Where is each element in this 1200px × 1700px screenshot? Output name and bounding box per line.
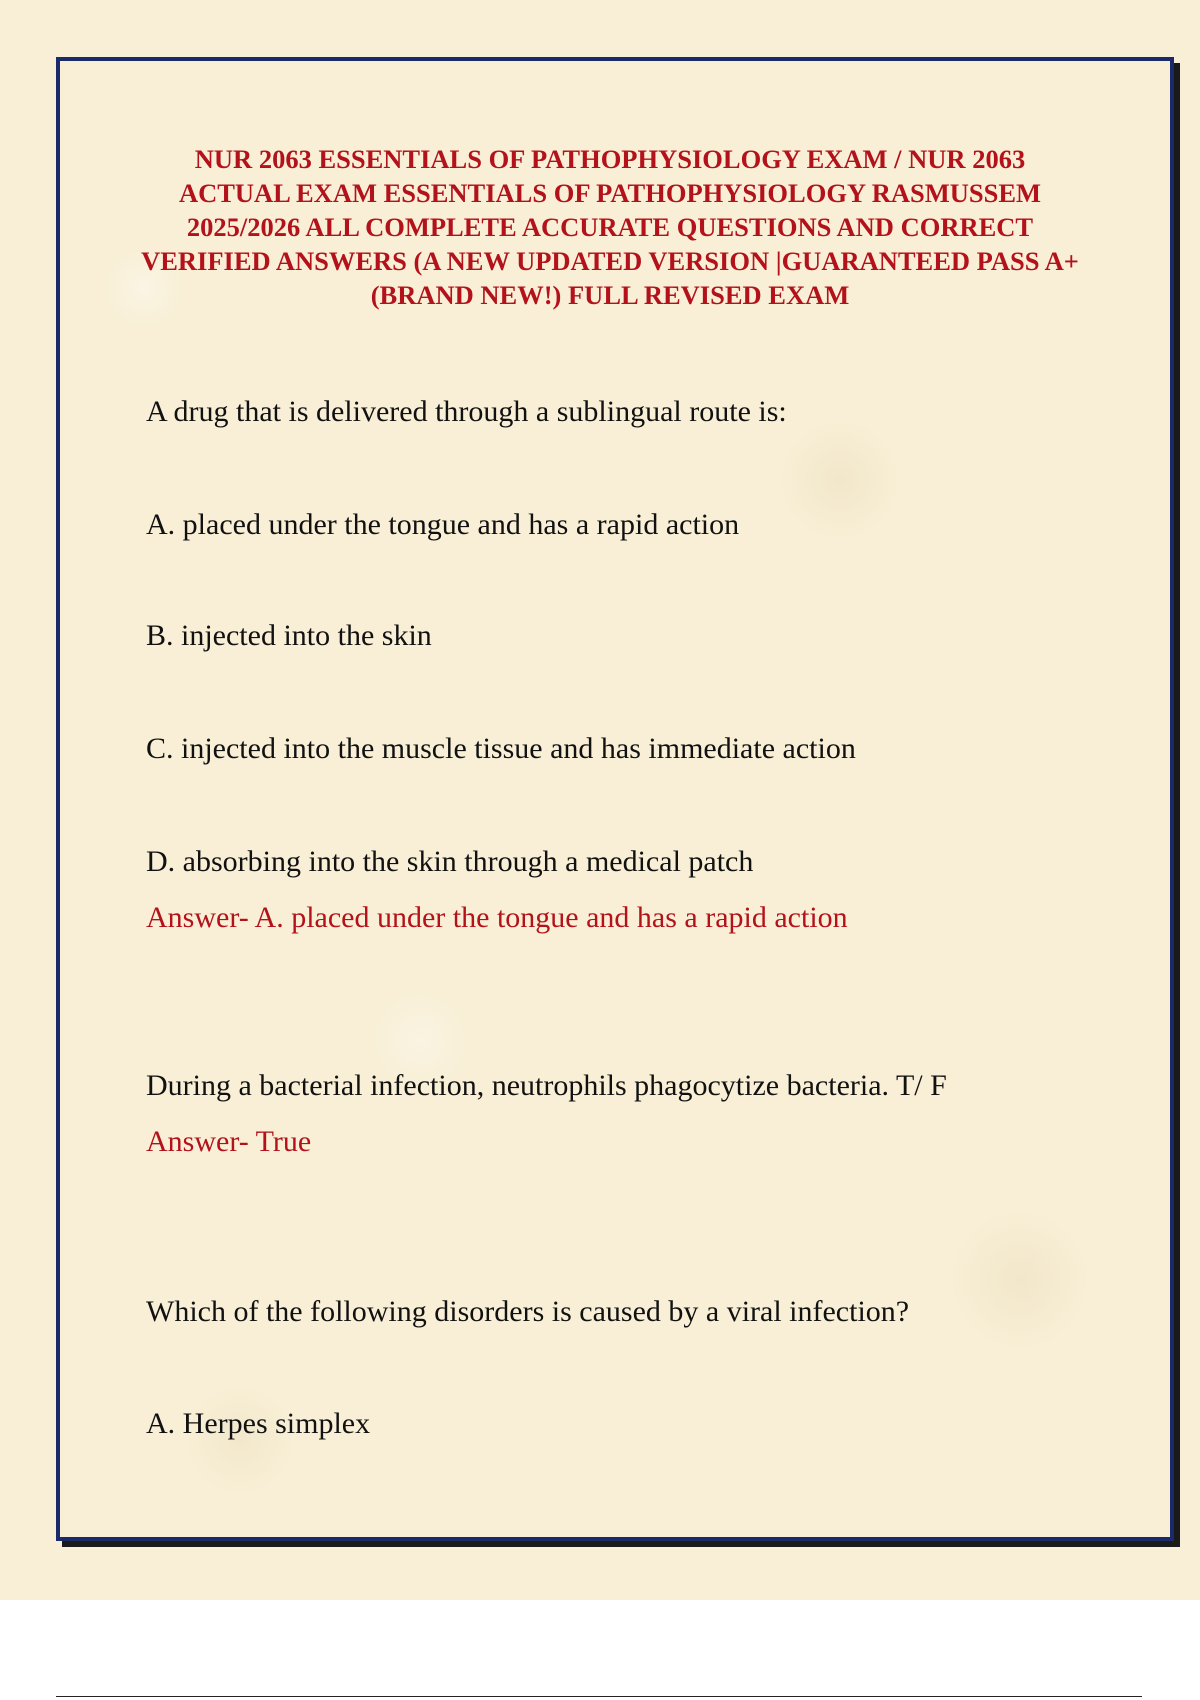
question-1-prompt: A drug that is delivered through a sublingual route is: bbox=[146, 395, 787, 428]
question-1-option-b: B. injected into the skin bbox=[146, 619, 432, 652]
document-title: NUR 2063 ESSENTIALS OF PATHOPHYSIOLOGY EXAM / NUR 2063 ACTUAL EXAM ESSENTIALS OF PATHOPHYSIOLOGY RASMUSSEM 2025/2026 ALL COMPLETE ACCURATE QUESTIONS AND CORRECT VERIFIED ANSWERS (A NEW UPDATED VERSION |GUARANTEED PASS A+ (BRAND NEW!) FULL REVISED EXAM bbox=[141, 144, 1079, 310]
question-1-option-d: D. absorbing into the skin through a medical patch bbox=[146, 845, 754, 878]
question-2-prompt: During a bacterial infection, neutrophils phagocytize bacteria. T/ F bbox=[146, 1069, 947, 1102]
question-1-option-a: A. placed under the tongue and has a rapid action bbox=[146, 508, 740, 541]
footer-divider bbox=[56, 1696, 1142, 1697]
question-1-answer: Answer- A. placed under the tongue and has a rapid action bbox=[146, 901, 848, 934]
question-1-option-c: C. injected into the muscle tissue and has immediate action bbox=[146, 732, 856, 765]
question-3-option-a: A. Herpes simplex bbox=[146, 1407, 371, 1440]
question-2-answer: Answer- True bbox=[146, 1125, 312, 1158]
question-3-prompt: Which of the following disorders is caused by a viral infection? bbox=[146, 1295, 910, 1328]
